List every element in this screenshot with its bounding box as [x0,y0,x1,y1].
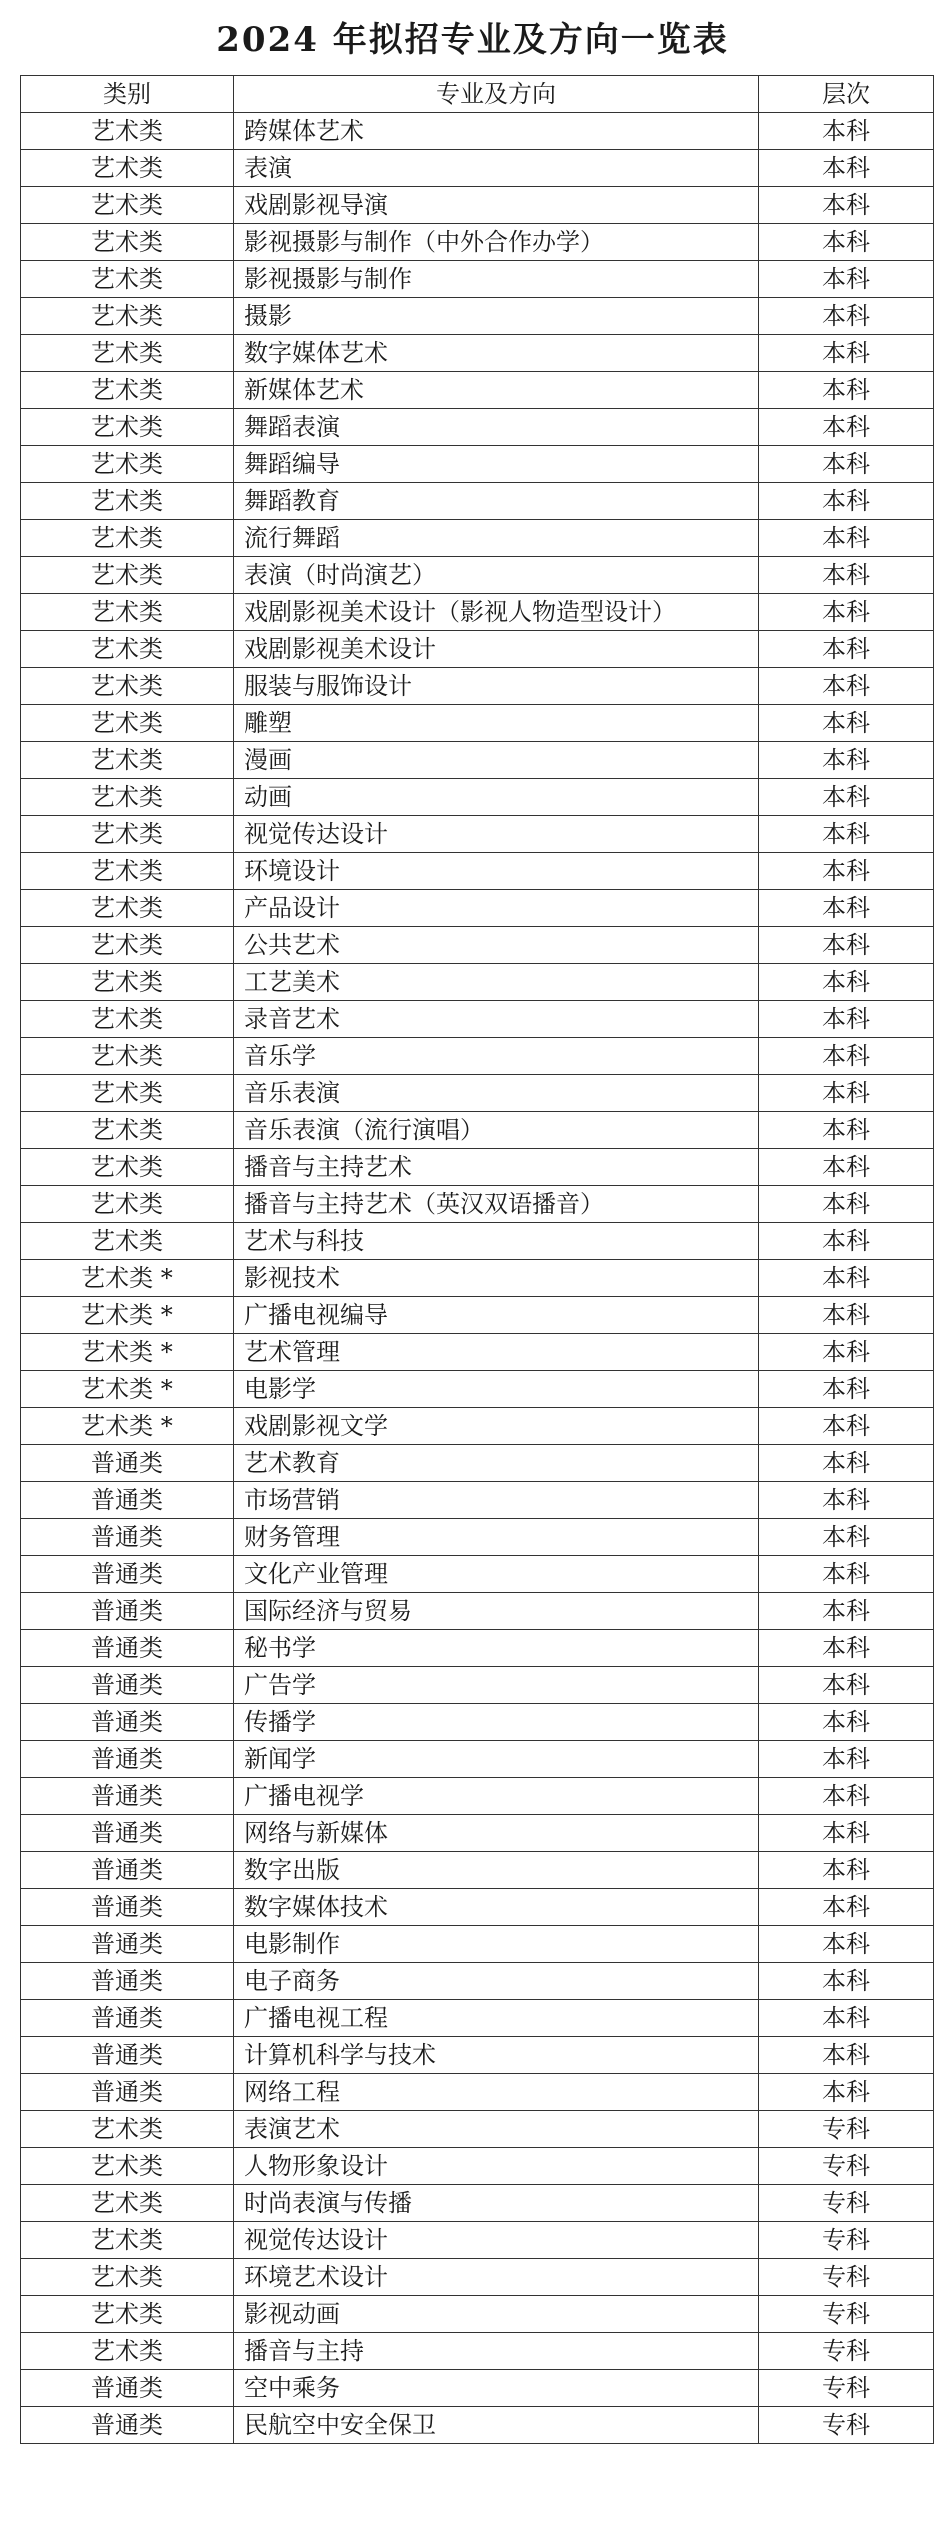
table-row [21,298,934,335]
cell-major: 民航空中安全保卫 [234,2407,759,2444]
cell-level: 本科 [759,1334,934,1371]
table-row [21,1630,934,1667]
cell-level: 本科 [759,594,934,631]
cell-level: 本科 [759,1260,934,1297]
cell-category: 艺术类 [21,2333,234,2370]
cell-category: 艺术类 [21,2185,234,2222]
cell-major: 数字出版 [234,1852,759,1889]
cell-major: 秘书学 [234,1630,759,1667]
cell-level: 本科 [759,1889,934,1926]
header-major: 专业及方向 [234,76,759,113]
table-row [21,520,934,557]
table-row [21,1852,934,1889]
cell-level: 本科 [759,409,934,446]
table-row [21,2037,934,2074]
cell-major: 播音与主持艺术 [234,1149,759,1186]
cell-major: 动画 [234,779,759,816]
table-row [21,1408,934,1445]
table-row [21,1112,934,1149]
table-row [21,1963,934,2000]
table-row [21,816,934,853]
cell-category: 艺术类 [21,2148,234,2185]
cell-category: 艺术类 [21,631,234,668]
table-row [21,113,934,150]
table-row [21,261,934,298]
table-row [21,2333,934,2370]
cell-level: 本科 [759,927,934,964]
cell-level: 本科 [759,1741,934,1778]
page-title: 2024 年拟招专业及方向一览表 [216,20,729,60]
cell-category: 普通类 [21,2000,234,2037]
cell-category: 艺术类 [21,261,234,298]
cell-category: 艺术类 [21,2296,234,2333]
cell-category: 艺术类 [21,2222,234,2259]
cell-major: 摄影 [234,298,759,335]
table-row [21,1334,934,1371]
cell-category: 普通类 [21,1593,234,1630]
cell-level: 本科 [759,1149,934,1186]
cell-category: 艺术类 [21,1149,234,1186]
cell-level: 本科 [759,224,934,261]
table-row [21,742,934,779]
cell-major: 数字媒体技术 [234,1889,759,1926]
cell-category: 普通类 [21,1963,234,2000]
cell-major: 新闻学 [234,1741,759,1778]
cell-major: 艺术教育 [234,1445,759,1482]
cell-category: 艺术类 [21,816,234,853]
cell-major: 时尚表演与传播 [234,2185,759,2222]
table-row [21,2259,934,2296]
cell-category: 普通类 [21,1556,234,1593]
cell-category: 艺术类 [21,1223,234,1260]
cell-category: 普通类 [21,1852,234,1889]
cell-major: 空中乘务 [234,2370,759,2407]
cell-major: 文化产业管理 [234,1556,759,1593]
cell-level: 本科 [759,261,934,298]
cell-level: 本科 [759,1815,934,1852]
cell-major: 传播学 [234,1704,759,1741]
cell-level: 本科 [759,1223,934,1260]
table-row [21,668,934,705]
cell-category: 艺术类 [21,298,234,335]
table-row [21,187,934,224]
table-row [21,1186,934,1223]
cell-category: 普通类 [21,1889,234,1926]
cell-major: 艺术与科技 [234,1223,759,1260]
cell-major: 表演艺术 [234,2111,759,2148]
cell-level: 本科 [759,853,934,890]
cell-level: 本科 [759,2000,934,2037]
cell-level: 专科 [759,2407,934,2444]
table-row [21,409,934,446]
cell-level: 本科 [759,1445,934,1482]
cell-level: 专科 [759,2111,934,2148]
cell-level: 本科 [759,483,934,520]
cell-major: 戏剧影视文学 [234,1408,759,1445]
cell-category: 艺术类 [21,335,234,372]
cell-major: 舞蹈教育 [234,483,759,520]
cell-level: 本科 [759,372,934,409]
cell-level: 本科 [759,1852,934,1889]
cell-level: 本科 [759,1112,934,1149]
cell-major: 产品设计 [234,890,759,927]
table-row [21,1445,934,1482]
cell-level: 专科 [759,2370,934,2407]
cell-major: 音乐表演（流行演唱） [234,1112,759,1149]
table-row [21,1482,934,1519]
cell-level: 本科 [759,779,934,816]
table-row [21,2000,934,2037]
table-row [21,224,934,261]
cell-level: 本科 [759,1704,934,1741]
cell-category: 艺术类 [21,483,234,520]
cell-category: 艺术类 * [21,1371,234,1408]
cell-level: 本科 [759,668,934,705]
cell-category: 普通类 [21,2407,234,2444]
cell-category: 艺术类 [21,409,234,446]
cell-major: 表演（时尚演艺） [234,557,759,594]
cell-major: 漫画 [234,742,759,779]
cell-major: 影视摄影与制作 [234,261,759,298]
table-row [21,1149,934,1186]
cell-category: 普通类 [21,2074,234,2111]
cell-category: 普通类 [21,1704,234,1741]
table-row [21,1297,934,1334]
cell-level: 本科 [759,150,934,187]
cell-category: 普通类 [21,2037,234,2074]
table-row [21,2222,934,2259]
table-row [21,483,934,520]
cell-category: 普通类 [21,1519,234,1556]
table-row [21,1001,934,1038]
table-row [21,779,934,816]
table-row [21,372,934,409]
cell-level: 本科 [759,631,934,668]
cell-major: 视觉传达设计 [234,816,759,853]
cell-level: 专科 [759,2148,934,2185]
cell-major: 网络工程 [234,2074,759,2111]
cell-level: 本科 [759,1075,934,1112]
table-row [21,1519,934,1556]
cell-major: 新媒体艺术 [234,372,759,409]
cell-category: 艺术类 [21,557,234,594]
cell-level: 本科 [759,1408,934,1445]
cell-level: 本科 [759,2074,934,2111]
table-row [21,1556,934,1593]
cell-level: 本科 [759,2037,934,2074]
cell-category: 艺术类 [21,1075,234,1112]
cell-level: 本科 [759,520,934,557]
cell-category: 普通类 [21,1815,234,1852]
cell-major: 录音艺术 [234,1001,759,1038]
table-row [21,1371,934,1408]
cell-major: 艺术管理 [234,1334,759,1371]
cell-major: 环境设计 [234,853,759,890]
cell-category: 艺术类 [21,113,234,150]
cell-level: 本科 [759,335,934,372]
table-body [21,113,934,2444]
cell-category: 艺术类 [21,1186,234,1223]
cell-category: 艺术类 [21,150,234,187]
cell-category: 普通类 [21,1926,234,1963]
cell-level: 本科 [759,1667,934,1704]
cell-category: 艺术类 [21,1112,234,1149]
cell-major: 广播电视编导 [234,1297,759,1334]
table-row [21,1593,934,1630]
cell-level: 本科 [759,1926,934,1963]
cell-major: 影视动画 [234,2296,759,2333]
cell-major: 市场营销 [234,1482,759,1519]
cell-category: 普通类 [21,1445,234,1482]
table-row [21,1889,934,1926]
cell-level: 本科 [759,964,934,1001]
cell-major: 数字媒体艺术 [234,335,759,372]
cell-category: 艺术类 [21,964,234,1001]
table-row [21,853,934,890]
cell-level: 本科 [759,1556,934,1593]
table-row [21,2407,934,2444]
cell-major: 戏剧影视美术设计 [234,631,759,668]
cell-major: 雕塑 [234,705,759,742]
table-row [21,705,934,742]
table-row [21,1260,934,1297]
cell-major: 广播电视工程 [234,2000,759,2037]
cell-level: 本科 [759,1519,934,1556]
table-row [21,150,934,187]
table-row [21,927,934,964]
cell-category: 艺术类 [21,520,234,557]
cell-major: 播音与主持艺术（英汉双语播音） [234,1186,759,1223]
cell-level: 专科 [759,2333,934,2370]
cell-major: 国际经济与贸易 [234,1593,759,1630]
table-row [21,964,934,1001]
table-row [21,2185,934,2222]
cell-level: 专科 [759,2222,934,2259]
cell-category: 艺术类 [21,853,234,890]
cell-level: 本科 [759,1482,934,1519]
cell-major: 财务管理 [234,1519,759,1556]
cell-major: 工艺美术 [234,964,759,1001]
header-category: 类别 [21,76,234,113]
cell-major: 舞蹈表演 [234,409,759,446]
cell-category: 艺术类 [21,372,234,409]
cell-category: 艺术类 * [21,1297,234,1334]
cell-level: 本科 [759,816,934,853]
table-row [21,2148,934,2185]
table-header-row [21,76,934,113]
cell-major: 服装与服饰设计 [234,668,759,705]
cell-category: 艺术类 [21,1038,234,1075]
cell-category: 普通类 [21,1630,234,1667]
cell-category: 艺术类 [21,594,234,631]
cell-major: 广告学 [234,1667,759,1704]
table-row [21,2296,934,2333]
table-row [21,2370,934,2407]
cell-major: 电影制作 [234,1926,759,1963]
cell-major: 影视技术 [234,1260,759,1297]
table-row [21,1075,934,1112]
table-row [21,2111,934,2148]
cell-level: 本科 [759,1186,934,1223]
cell-level: 本科 [759,557,934,594]
cell-major: 视觉传达设计 [234,2222,759,2259]
cell-category: 普通类 [21,1741,234,1778]
cell-category: 艺术类 [21,2259,234,2296]
header-level: 层次 [759,76,934,113]
table-row [21,557,934,594]
cell-category: 普通类 [21,1778,234,1815]
table-row [21,631,934,668]
cell-category: 艺术类 [21,187,234,224]
table-row [21,446,934,483]
cell-category: 艺术类 [21,2111,234,2148]
cell-level: 本科 [759,298,934,335]
table-row [21,1038,934,1075]
cell-category: 艺术类 [21,446,234,483]
cell-level: 本科 [759,1001,934,1038]
table-row [21,2074,934,2111]
cell-major: 电子商务 [234,1963,759,2000]
cell-category: 艺术类 [21,890,234,927]
cell-level: 本科 [759,1593,934,1630]
cell-major: 广播电视学 [234,1778,759,1815]
cell-category: 艺术类 [21,668,234,705]
cell-major: 环境艺术设计 [234,2259,759,2296]
cell-major: 跨媒体艺术 [234,113,759,150]
cell-level: 本科 [759,1778,934,1815]
cell-category: 普通类 [21,1482,234,1519]
cell-level: 专科 [759,2296,934,2333]
cell-level: 本科 [759,705,934,742]
cell-category: 普通类 [21,1667,234,1704]
cell-category: 普通类 [21,2370,234,2407]
table-row [21,335,934,372]
cell-major: 表演 [234,150,759,187]
cell-category: 艺术类 [21,742,234,779]
cell-major: 人物形象设计 [234,2148,759,2185]
cell-level: 专科 [759,2185,934,2222]
cell-level: 本科 [759,890,934,927]
table-row [21,594,934,631]
cell-category: 艺术类 [21,1001,234,1038]
table-row [21,1741,934,1778]
cell-level: 本科 [759,113,934,150]
cell-major: 音乐表演 [234,1075,759,1112]
cell-category: 艺术类 * [21,1408,234,1445]
cell-major: 音乐学 [234,1038,759,1075]
cell-major: 公共艺术 [234,927,759,964]
table-row [21,890,934,927]
cell-category: 艺术类 [21,779,234,816]
cell-category: 艺术类 [21,927,234,964]
cell-level: 本科 [759,1630,934,1667]
table-row [21,1704,934,1741]
cell-major: 计算机科学与技术 [234,2037,759,2074]
cell-level: 本科 [759,1963,934,2000]
cell-major: 影视摄影与制作（中外合作办学） [234,224,759,261]
table-row [21,1667,934,1704]
cell-level: 专科 [759,2259,934,2296]
cell-level: 本科 [759,1297,934,1334]
cell-level: 本科 [759,742,934,779]
cell-level: 本科 [759,446,934,483]
cell-category: 艺术类 * [21,1260,234,1297]
cell-level: 本科 [759,1371,934,1408]
cell-major: 播音与主持 [234,2333,759,2370]
cell-category: 艺术类 * [21,1334,234,1371]
table-row [21,1926,934,1963]
cell-major: 戏剧影视美术设计（影视人物造型设计） [234,594,759,631]
table-row [21,1223,934,1260]
cell-category: 艺术类 [21,705,234,742]
cell-level: 本科 [759,187,934,224]
majors-table [20,75,934,2444]
cell-major: 电影学 [234,1371,759,1408]
cell-major: 流行舞蹈 [234,520,759,557]
cell-major: 网络与新媒体 [234,1815,759,1852]
cell-category: 艺术类 [21,224,234,261]
cell-level: 本科 [759,1038,934,1075]
cell-major: 舞蹈编导 [234,446,759,483]
table-row [21,1778,934,1815]
cell-major: 戏剧影视导演 [234,187,759,224]
table-row [21,1815,934,1852]
